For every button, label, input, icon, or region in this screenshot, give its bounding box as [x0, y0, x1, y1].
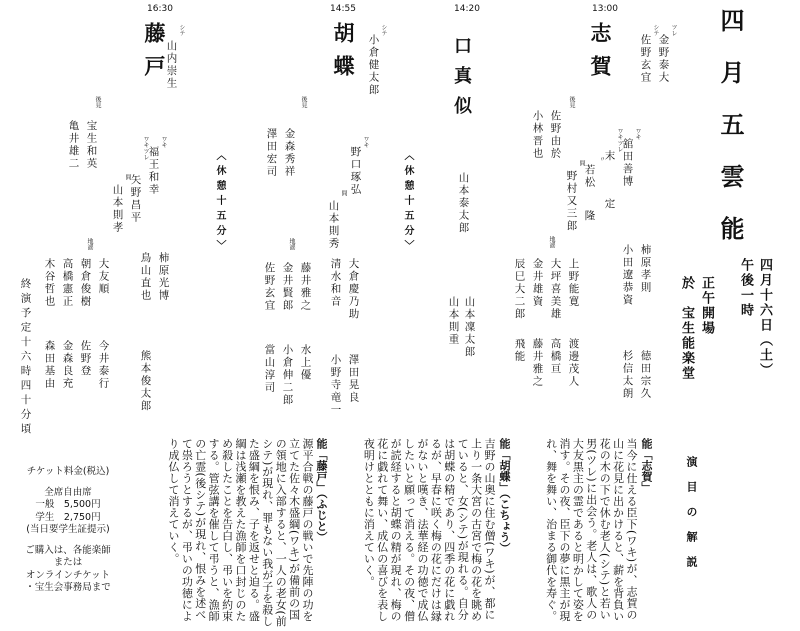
kocho-ai-name: 山本則秀 [327, 200, 340, 250]
event-title: 四月五雲能 [716, 8, 745, 268]
fuji-title: 藤戸 [142, 22, 167, 88]
fuji-ji-6: 金森良充 [61, 340, 74, 390]
shiga-waki-name: 舘田善博 [621, 138, 634, 188]
shiga-koken-2: 小林晋也 [531, 110, 544, 160]
fuji-shite-name: 山内崇生 [165, 40, 178, 90]
fuji-ji-3: 高橋憲正 [61, 258, 74, 308]
kocho-ji-label: 地謡 [288, 238, 295, 250]
fuji-description: 源平合戦の藤戸の戦いで先陣の功を立てた佐々木盛綱(ワキ)が備前の国の領地に入部すると、一人の老女(前シテ)が現れ、罪もない我が子を殺した盛綱を恨み、子を返せと迫る。盛綱は浅瀬を教えた漁師を口封じのため殺したことを告白し、弔いを約束する。管弦講を催して弔うと、漁師の亡霊(後シテ)が現れ、恨みを述べて祟ろうとするが、弔いの功徳により成仏して消えていく。 [166, 438, 314, 627]
ticket-or: または [53, 557, 83, 568]
fuji-wakitsure-label: ワキツレ [142, 136, 149, 160]
ticket-student-note: (当日要学生証提示) [26, 524, 110, 535]
kuchimane-ado-1: 山本凜太郎 [463, 296, 476, 359]
kocho-hayashi-1: 大倉慶乃助 [347, 258, 360, 321]
ticket-general: 一般 5,500円 [35, 499, 101, 510]
shiga-ji-2: 大坪喜美雄 [549, 258, 562, 321]
venue: 於 宝生能楽堂 [679, 276, 694, 381]
fuji-ji-2: 朝倉俊樹 [79, 258, 92, 308]
shiga-ai-label: 間 [578, 160, 585, 166]
open-time: 正午開場 [699, 276, 714, 336]
fuji-ai-label: 間 [124, 174, 131, 180]
fuji-ji-4: 今井泰行 [97, 340, 110, 390]
shiga-wakitsure-label: ワキツレ [616, 128, 623, 152]
kocho-hayashi-4: 小野寺竜一 [329, 354, 342, 417]
shiga-wakitsure-3: 若松 [583, 164, 596, 189]
fuji-koken-1: 宝生和英 [85, 120, 98, 170]
fuji-koken-2: 亀井雄二 [67, 120, 80, 170]
shiga-description: 当今に仕える臣下(ワキ)が、志賀の山に花見に出かけると、薪を背負い花の木の下で休む老人(シテ)と若い男(ツレ)に出会う。老人は、歌人の大友黒主の霊であると明かして姿を消す。その夜、臣下の夢に黒主が現れ、舞を舞い、治まる御代を寿ぐ。 [544, 438, 638, 622]
kuchimane-ado-2: 山本則重 [447, 296, 460, 346]
shiga-shite-name: 佐野玄宜 [639, 34, 652, 84]
ticket-office: ・宝生会事務局まで [25, 582, 111, 593]
ticket-heading: チケット料金(税込) [26, 466, 110, 477]
fuji-ai-name: 山本則孝 [111, 184, 124, 234]
fuji-waki-name: 福王和幸 [147, 146, 160, 196]
kocho-koken-1: 金森秀祥 [283, 128, 296, 178]
shiga-ji-7: 藤井雅之 [531, 338, 544, 388]
fuji-break: 〈休憩十五分〉 [214, 150, 225, 255]
commentary-heading: 演目の解説 [685, 456, 698, 581]
kocho-title: 胡蝶 [331, 22, 356, 88]
shiga-tsure-name: 金野泰大 [657, 34, 670, 84]
fuji-end: 終演予定十六時四十分頃 [19, 278, 32, 438]
shiga-hayashi-4: 杉信太朗 [621, 350, 634, 400]
kocho-shite-name: 小倉健太郎 [367, 34, 380, 97]
fuji-koken-label: 後見 [94, 96, 101, 108]
kocho-break: 〈休憩十五分〉 [402, 150, 413, 255]
shiga-wakitsure-2: 定 [603, 198, 616, 211]
fuji-hayashi-2: 鳥山直也 [139, 252, 152, 302]
kocho-koken-label: 後見 [300, 96, 307, 108]
kocho-ji-3: 佐野玄宜 [263, 262, 276, 312]
kocho-ji-1: 藤井雅之 [299, 262, 312, 312]
ticket-purchase: ご購入は、各能楽師 [25, 544, 111, 556]
fuji-shite-label: シテ [178, 24, 185, 36]
fuji-time: 16:30 [147, 4, 173, 14]
shiga-ai-name: 野村又三郎 [565, 170, 578, 233]
kuchimane-time: 14:20 [454, 4, 480, 14]
kocho-shite-label: シテ [380, 24, 387, 36]
shiga-time: 13:00 [592, 4, 618, 14]
fuji-ji-8: 森田基由 [43, 340, 56, 390]
shiga-hayashi-2: 小田遼恭資 [621, 244, 634, 307]
shiga-desc-head: 能「志賀」 [640, 438, 653, 493]
fuji-desc-head: 能「藤戸」（ふじと） [315, 438, 328, 543]
shiga-tsure-label: ツレ [670, 24, 677, 36]
shiga-title: 志賀 [588, 22, 613, 88]
fuji-hayashi-1: 柿原光博 [157, 252, 170, 302]
kocho-ji-6: 當山淳司 [263, 344, 276, 394]
kocho-ji-2: 金井賢郎 [281, 262, 294, 312]
event-time: 午後一時 [738, 258, 753, 318]
kocho-waki-name: 野口琢弘 [349, 146, 362, 196]
ticket-info [8, 466, 128, 595]
ticket-online: オンラインチケット [25, 569, 111, 581]
kocho-ai-label: 間 [340, 190, 347, 196]
kuchimane-title: 口真似 [451, 36, 472, 126]
kocho-ji-5: 小倉伸二郎 [281, 344, 294, 407]
kocho-time: 14:55 [330, 4, 356, 14]
shiga-wakitsure-4: 隆 [583, 210, 596, 223]
fuji-wakitsure-name: 矢野昌平 [129, 174, 142, 224]
kocho-hayashi-2: 清水和音 [329, 258, 342, 308]
shiga-ji-1: 上野能寛 [567, 258, 580, 308]
shiga-koken-1: 佐野由於 [549, 110, 562, 160]
kocho-description: 吉野の山奥に住む僧(ワキ)が、都に上り一条大宮の古宮で梅の花を眺めていると、女(シテ)が現れる。自分は胡蝶の精であり、四季の花に戯れるが、早春に咲く梅の花にだけは縁がないと嘆き、法華経の功徳で成仏したいと願って消える。その夜、僧が読経すると胡蝶の精が現れ、梅の花に戯れて舞い、成仏の喜びを表し夜明けとともに消えていく。 [362, 438, 496, 622]
shiga-ji-6: 高橋亘 [549, 338, 562, 376]
shiga-wakitsure-1: 末 [603, 150, 616, 163]
shiga-ji-label: 地謡 [548, 236, 555, 248]
shiga-ji-4: 辰巳大二郎 [513, 258, 526, 321]
shiga-hayashi-3: 徳田宗久 [639, 350, 652, 400]
fuji-ji-1: 大友順 [97, 258, 110, 296]
kocho-ji-4: 水上優 [299, 344, 312, 382]
kocho-hayashi-3: 澤田晃良 [347, 354, 360, 404]
event-date: 四月十六日（土） [757, 258, 772, 378]
shiga-ji-3: 金井雄資 [531, 258, 544, 308]
fuji-ji-5: 佐野登 [79, 340, 92, 378]
shiga-hayashi-1: 柿原孝則 [639, 244, 652, 294]
fuji-hayashi-3: 熊本俊太郎 [139, 350, 152, 413]
shiga-ji-5: 渡邊茂人 [567, 338, 580, 388]
shiga-ji-8: 飛能 [513, 338, 526, 363]
ticket-seat: 全席自由席 [44, 486, 92, 498]
shiga-koken-label: 後見 [568, 96, 575, 108]
shiga-wakitsure2-label: 〃 [598, 156, 605, 162]
fuji-ji-label: 地謡 [86, 238, 93, 250]
shiga-waki-label: ワキ [634, 128, 641, 140]
shiga-shite-label: シテ [652, 24, 659, 36]
fuji-waki-label: ワキ [160, 136, 167, 148]
kocho-waki-label: ワキ [362, 136, 369, 148]
kocho-desc-head: 能「胡蝶」（こちょう） [498, 438, 511, 554]
fuji-ji-7: 木谷哲也 [43, 258, 56, 308]
kuchimane-shite: 山本泰太郎 [457, 172, 470, 235]
kocho-koken-2: 澤田宏司 [265, 128, 278, 178]
ticket-student: 学生 2,750円 [35, 511, 101, 523]
